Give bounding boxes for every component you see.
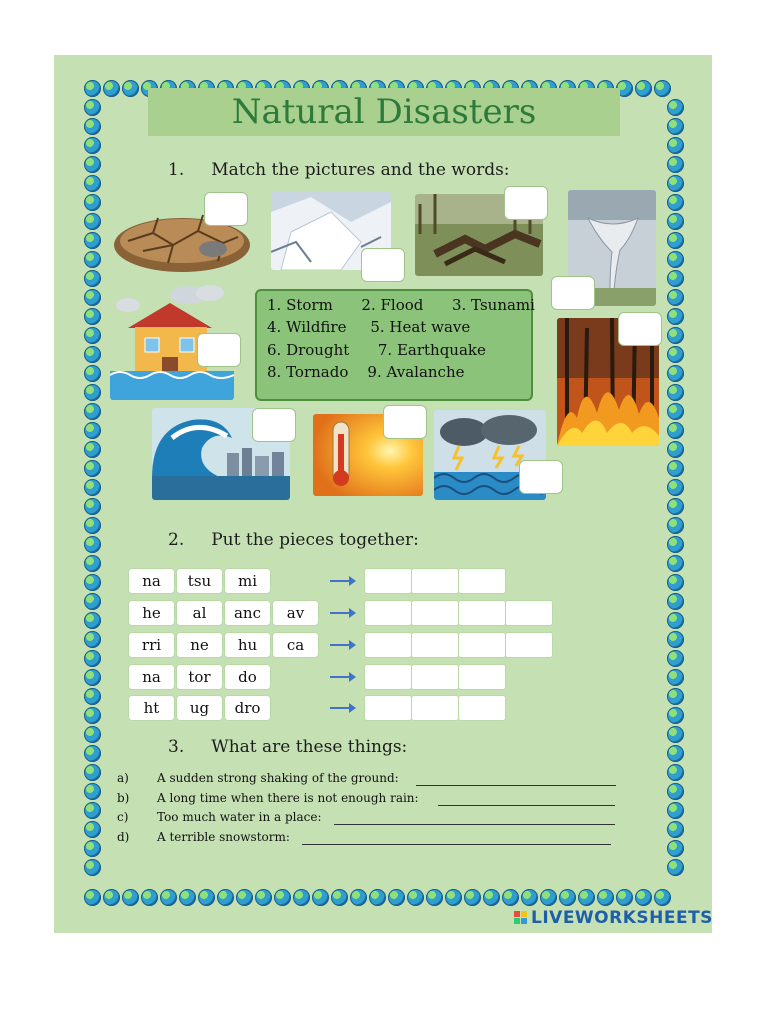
globe-border-left bbox=[84, 99, 101, 876]
globe-icon bbox=[369, 889, 386, 906]
globe-icon bbox=[84, 460, 101, 477]
answer-slot[interactable] bbox=[458, 600, 506, 626]
answer-slot[interactable] bbox=[411, 568, 459, 594]
globe-icon bbox=[667, 403, 684, 420]
globe-icon bbox=[667, 137, 684, 154]
globe-icon bbox=[483, 889, 500, 906]
globe-icon bbox=[84, 80, 101, 97]
globe-icon bbox=[84, 403, 101, 420]
answer-slot[interactable] bbox=[411, 632, 459, 658]
globe-icon bbox=[84, 137, 101, 154]
globe-icon bbox=[667, 251, 684, 268]
globe-icon bbox=[84, 802, 101, 819]
globe-icon bbox=[464, 889, 481, 906]
globe-icon bbox=[293, 889, 310, 906]
answer-line[interactable] bbox=[334, 824, 615, 825]
globe-icon bbox=[616, 889, 633, 906]
answer-slot[interactable] bbox=[505, 632, 553, 658]
globe-icon bbox=[84, 384, 101, 401]
word-piece[interactable]: hu bbox=[224, 632, 271, 658]
globe-icon bbox=[559, 889, 576, 906]
answer-line[interactable] bbox=[416, 785, 616, 786]
arrow-right-icon bbox=[330, 707, 352, 709]
globe-icon bbox=[84, 346, 101, 363]
globe-icon bbox=[217, 889, 234, 906]
word-bank-line: 1. Storm 2. Flood 3. Tsunami bbox=[267, 296, 535, 314]
globe-icon bbox=[667, 669, 684, 686]
globe-icon bbox=[667, 612, 684, 629]
globe-icon bbox=[198, 889, 215, 906]
word-piece[interactable]: av bbox=[272, 600, 319, 626]
section3-heading: 3. What are these things: bbox=[168, 737, 408, 757]
word-piece[interactable]: al bbox=[176, 600, 223, 626]
answer-box-heat-wave[interactable] bbox=[383, 405, 427, 439]
globe-icon bbox=[667, 517, 684, 534]
globe-icon bbox=[667, 688, 684, 705]
globe-icon bbox=[445, 889, 462, 906]
globe-icon bbox=[84, 631, 101, 648]
word-piece[interactable]: ne bbox=[176, 632, 223, 658]
globe-icon bbox=[84, 726, 101, 743]
globe-icon bbox=[84, 783, 101, 800]
answer-slot[interactable] bbox=[364, 600, 412, 626]
globe-icon bbox=[667, 783, 684, 800]
globe-icon bbox=[667, 289, 684, 306]
arrow-right-icon bbox=[330, 580, 352, 582]
globe-icon bbox=[667, 99, 684, 116]
globe-icon bbox=[84, 555, 101, 572]
globe-icon bbox=[84, 251, 101, 268]
liveworksheets-logo-icon bbox=[514, 911, 528, 925]
answer-line[interactable] bbox=[302, 844, 611, 845]
globe-icon bbox=[84, 441, 101, 458]
answer-box-tsunami[interactable] bbox=[252, 408, 296, 442]
answer-box-wildfire[interactable] bbox=[618, 312, 662, 346]
globe-icon bbox=[667, 821, 684, 838]
answer-box-drought[interactable] bbox=[204, 192, 248, 226]
globe-icon bbox=[667, 232, 684, 249]
globe-icon bbox=[502, 889, 519, 906]
word-piece[interactable]: na bbox=[128, 664, 175, 690]
globe-icon bbox=[667, 574, 684, 591]
globe-icon bbox=[84, 821, 101, 838]
globe-icon bbox=[521, 889, 538, 906]
word-piece[interactable]: ht bbox=[128, 695, 175, 721]
globe-icon bbox=[667, 213, 684, 230]
question-text: Too much water in a place: bbox=[157, 810, 322, 824]
globe-icon bbox=[274, 889, 291, 906]
globe-icon bbox=[84, 270, 101, 287]
arrow-right-icon bbox=[330, 676, 352, 678]
globe-icon bbox=[84, 574, 101, 591]
globe-icon bbox=[667, 707, 684, 724]
word-bank-line: 8. Tornado 9. Avalanche bbox=[267, 363, 465, 381]
globe-icon bbox=[255, 889, 272, 906]
word-piece[interactable]: tsu bbox=[176, 568, 223, 594]
globe-icon bbox=[84, 308, 101, 325]
globe-icon bbox=[84, 498, 101, 515]
word-piece[interactable]: tor bbox=[176, 664, 223, 690]
globe-icon bbox=[654, 80, 671, 97]
globe-icon bbox=[667, 175, 684, 192]
globe-icon bbox=[667, 270, 684, 287]
question-letter: d) bbox=[117, 830, 130, 844]
globe-icon bbox=[426, 889, 443, 906]
section1-heading: 1. Match the pictures and the words: bbox=[168, 160, 510, 180]
globe-icon bbox=[84, 536, 101, 553]
word-bank bbox=[255, 289, 533, 401]
globe-icon bbox=[160, 889, 177, 906]
globe-icon bbox=[84, 213, 101, 230]
globe-icon bbox=[84, 859, 101, 876]
question-letter: c) bbox=[117, 810, 129, 824]
answer-slot[interactable] bbox=[458, 632, 506, 658]
globe-icon bbox=[667, 840, 684, 857]
globe-icon bbox=[578, 889, 595, 906]
answer-slot[interactable] bbox=[411, 600, 459, 626]
globe-icon bbox=[667, 555, 684, 572]
answer-box-storm[interactable] bbox=[519, 460, 563, 494]
globe-icon bbox=[667, 346, 684, 363]
globe-icon bbox=[103, 889, 120, 906]
globe-icon bbox=[84, 764, 101, 781]
globe-icon bbox=[84, 99, 101, 116]
globe-icon bbox=[84, 745, 101, 762]
page-title: Natural Disasters bbox=[231, 92, 537, 132]
globe-icon bbox=[667, 593, 684, 610]
answer-box-flood[interactable] bbox=[197, 333, 241, 367]
answer-slot[interactable] bbox=[364, 568, 412, 594]
globe-icon bbox=[667, 118, 684, 135]
globe-icon bbox=[407, 889, 424, 906]
question-letter: b) bbox=[117, 791, 130, 805]
globe-icon bbox=[667, 726, 684, 743]
globe-icon bbox=[84, 517, 101, 534]
globe-icon bbox=[635, 889, 652, 906]
answer-slot[interactable] bbox=[458, 695, 506, 721]
globe-icon bbox=[667, 650, 684, 667]
word-piece[interactable]: do bbox=[224, 664, 271, 690]
globe-icon bbox=[667, 498, 684, 515]
word-piece[interactable]: ca bbox=[272, 632, 319, 658]
globe-icon bbox=[84, 194, 101, 211]
globe-icon bbox=[84, 593, 101, 610]
answer-slot[interactable] bbox=[505, 600, 553, 626]
globe-icon bbox=[84, 422, 101, 439]
word-piece[interactable]: he bbox=[128, 600, 175, 626]
answer-box-avalanche[interactable] bbox=[361, 248, 405, 282]
answer-box-earthquake[interactable] bbox=[504, 186, 548, 220]
globe-icon bbox=[84, 365, 101, 382]
globe-icon bbox=[667, 802, 684, 819]
globe-icon bbox=[597, 889, 614, 906]
globe-icon bbox=[179, 889, 196, 906]
globe-icon bbox=[635, 80, 652, 97]
globe-icon bbox=[667, 194, 684, 211]
globe-icon bbox=[84, 175, 101, 192]
globe-icon bbox=[84, 707, 101, 724]
word-piece[interactable]: na bbox=[128, 568, 175, 594]
globe-icon bbox=[667, 859, 684, 876]
question-text: A sudden strong shaking of the ground: bbox=[157, 771, 399, 785]
globe-icon bbox=[84, 327, 101, 344]
globe-icon bbox=[84, 232, 101, 249]
globe-icon bbox=[84, 669, 101, 686]
globe-icon bbox=[667, 441, 684, 458]
section2-heading: 2. Put the pieces together: bbox=[168, 530, 419, 550]
answer-box-tornado[interactable] bbox=[551, 276, 595, 310]
word-piece[interactable]: ug bbox=[176, 695, 223, 721]
globe-icon bbox=[84, 156, 101, 173]
answer-slot[interactable] bbox=[364, 695, 412, 721]
arrow-right-icon bbox=[330, 612, 352, 614]
word-bank-line: 4. Wildfire 5. Heat wave bbox=[267, 318, 471, 336]
globe-icon bbox=[350, 889, 367, 906]
globe-icon bbox=[84, 612, 101, 629]
globe-icon bbox=[312, 889, 329, 906]
answer-slot[interactable] bbox=[364, 632, 412, 658]
answer-line[interactable] bbox=[438, 805, 615, 806]
globe-icon bbox=[122, 889, 139, 906]
answer-slot[interactable] bbox=[458, 568, 506, 594]
globe-icon bbox=[667, 384, 684, 401]
question-text: A terrible snowstorm: bbox=[157, 830, 290, 844]
question-text: A long time when there is not enough rain: bbox=[157, 791, 419, 805]
globe-icon bbox=[667, 460, 684, 477]
globe-border-right bbox=[667, 99, 684, 876]
globe-icon bbox=[84, 118, 101, 135]
word-piece[interactable]: rri bbox=[128, 632, 175, 658]
globe-icon bbox=[667, 479, 684, 496]
globe-icon bbox=[667, 631, 684, 648]
globe-icon bbox=[103, 80, 120, 97]
globe-icon bbox=[540, 889, 557, 906]
answer-slot[interactable] bbox=[411, 664, 459, 690]
globe-icon bbox=[667, 536, 684, 553]
word-bank-line: 6. Drought 7. Earthquake bbox=[267, 341, 486, 359]
globe-icon bbox=[84, 289, 101, 306]
globe-icon bbox=[122, 80, 139, 97]
word-piece[interactable]: dro bbox=[224, 695, 271, 721]
answer-slot[interactable] bbox=[458, 664, 506, 690]
globe-icon bbox=[388, 889, 405, 906]
globe-icon bbox=[654, 889, 671, 906]
liveworksheets-logo: LIVEWORKSHEETS bbox=[531, 908, 713, 928]
globe-icon bbox=[84, 479, 101, 496]
globe-icon bbox=[667, 764, 684, 781]
globe-icon bbox=[667, 422, 684, 439]
globe-icon bbox=[84, 840, 101, 857]
globe-icon bbox=[84, 688, 101, 705]
globe-icon bbox=[331, 889, 348, 906]
globe-icon bbox=[236, 889, 253, 906]
globe-icon bbox=[84, 650, 101, 667]
globe-icon bbox=[84, 889, 101, 906]
word-piece[interactable]: anc bbox=[224, 600, 271, 626]
question-letter: a) bbox=[117, 771, 129, 785]
answer-slot[interactable] bbox=[364, 664, 412, 690]
globe-icon bbox=[667, 156, 684, 173]
arrow-right-icon bbox=[330, 644, 352, 646]
globe-icon bbox=[667, 365, 684, 382]
globe-icon bbox=[141, 889, 158, 906]
word-piece[interactable]: mi bbox=[224, 568, 271, 594]
answer-slot[interactable] bbox=[411, 695, 459, 721]
globe-icon bbox=[667, 327, 684, 344]
globe-icon bbox=[667, 308, 684, 325]
globe-border-bottom bbox=[84, 889, 671, 906]
globe-icon bbox=[667, 745, 684, 762]
